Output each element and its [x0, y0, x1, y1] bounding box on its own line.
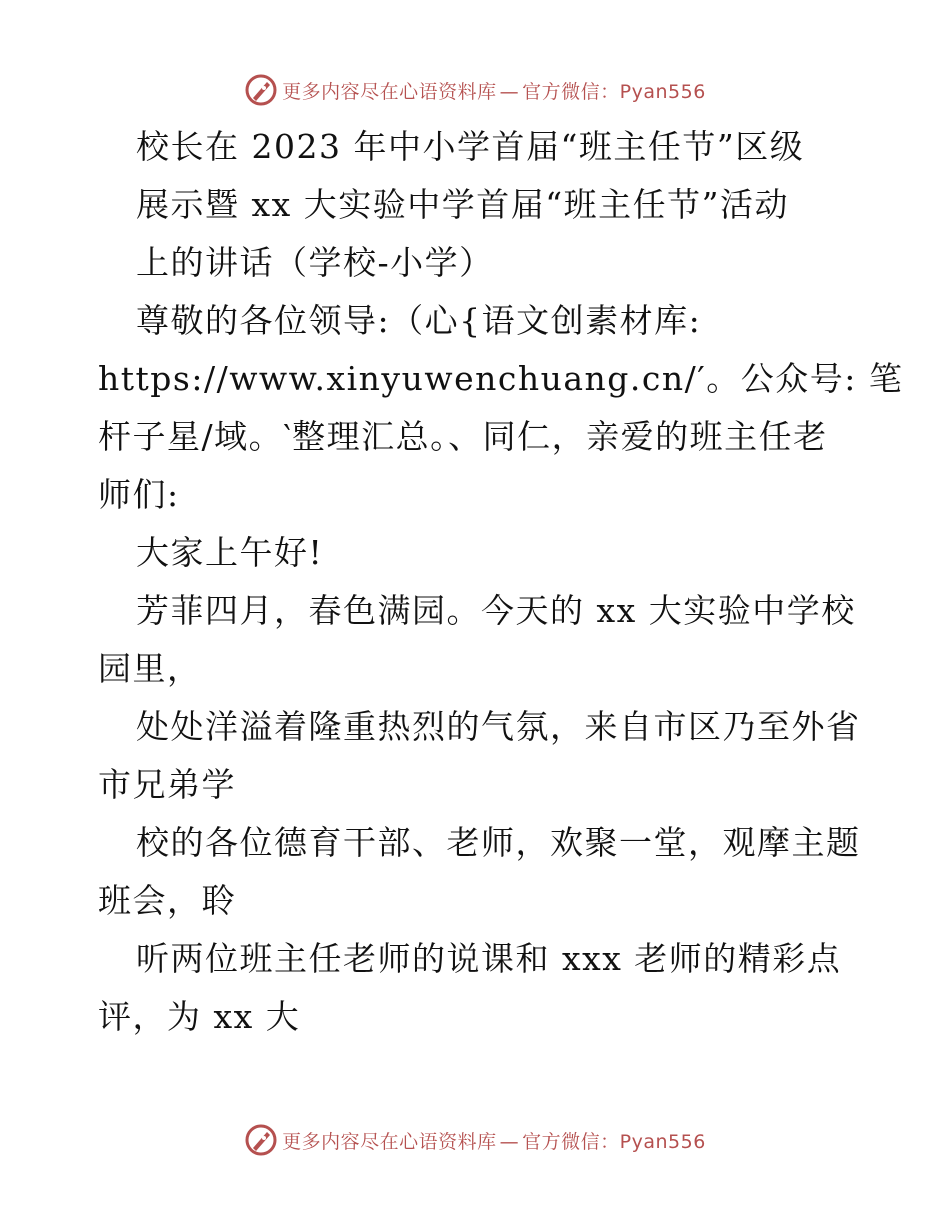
document-line: https://www.xinyuwenchuang.cn/′。公众号: 笔 — [98, 359, 904, 398]
document-line: 评，为 xx 大 — [98, 997, 301, 1036]
document-line: 处处洋溢着隆重热烈的气氛，来自市区乃至外省 — [136, 707, 861, 746]
document-line: 尊敬的各位领导:（心{语文创素材库: — [136, 301, 702, 340]
pen-nib-logo-icon — [244, 1123, 278, 1157]
document-line: 校的各位德育干部、老师，欢聚一堂，观摩主题 — [136, 823, 861, 862]
document-line: 听两位班主任老师的说课和 xxx 老师的精彩点 — [136, 939, 842, 978]
document-line: 师们: — [98, 475, 180, 514]
document-line: 园里， — [98, 649, 202, 688]
header-banner — [0, 70, 950, 110]
banner-text — [282, 1127, 706, 1154]
document-line: 芳菲四月，春色满园。今天的 xx 大实验中学校 — [136, 591, 856, 630]
banner-text — [282, 77, 706, 104]
banner-secondary-text: 官方微信：Pyan556 — [522, 80, 706, 103]
document-line: 校长在 2023 年中小学首届“班主任节”区级 — [136, 127, 805, 166]
document-line: 市兄弟学 — [98, 765, 236, 804]
document-line: 杆子星/域。‵整理汇总。、同仁，亲爱的班主任老 — [98, 417, 828, 456]
banner-secondary-text: 官方微信：Pyan556 — [522, 1130, 706, 1153]
banner-separator: — — [499, 80, 520, 103]
document-body — [98, 118, 904, 1046]
banner-separator: — — [499, 1130, 520, 1153]
document-line: 上的讲话（学校-小学） — [136, 243, 494, 282]
footer-banner — [0, 1120, 950, 1160]
document-line: 班会，聆 — [98, 881, 236, 920]
document-line: 大家上午好! — [136, 533, 324, 572]
banner-main-text: 更多内容尽在心语资料库 — [282, 1130, 497, 1153]
document-line: 展示暨 xx 大实验中学首届“班主任节”活动 — [136, 185, 789, 224]
pen-nib-logo-icon — [244, 73, 278, 107]
banner-main-text: 更多内容尽在心语资料库 — [282, 80, 497, 103]
